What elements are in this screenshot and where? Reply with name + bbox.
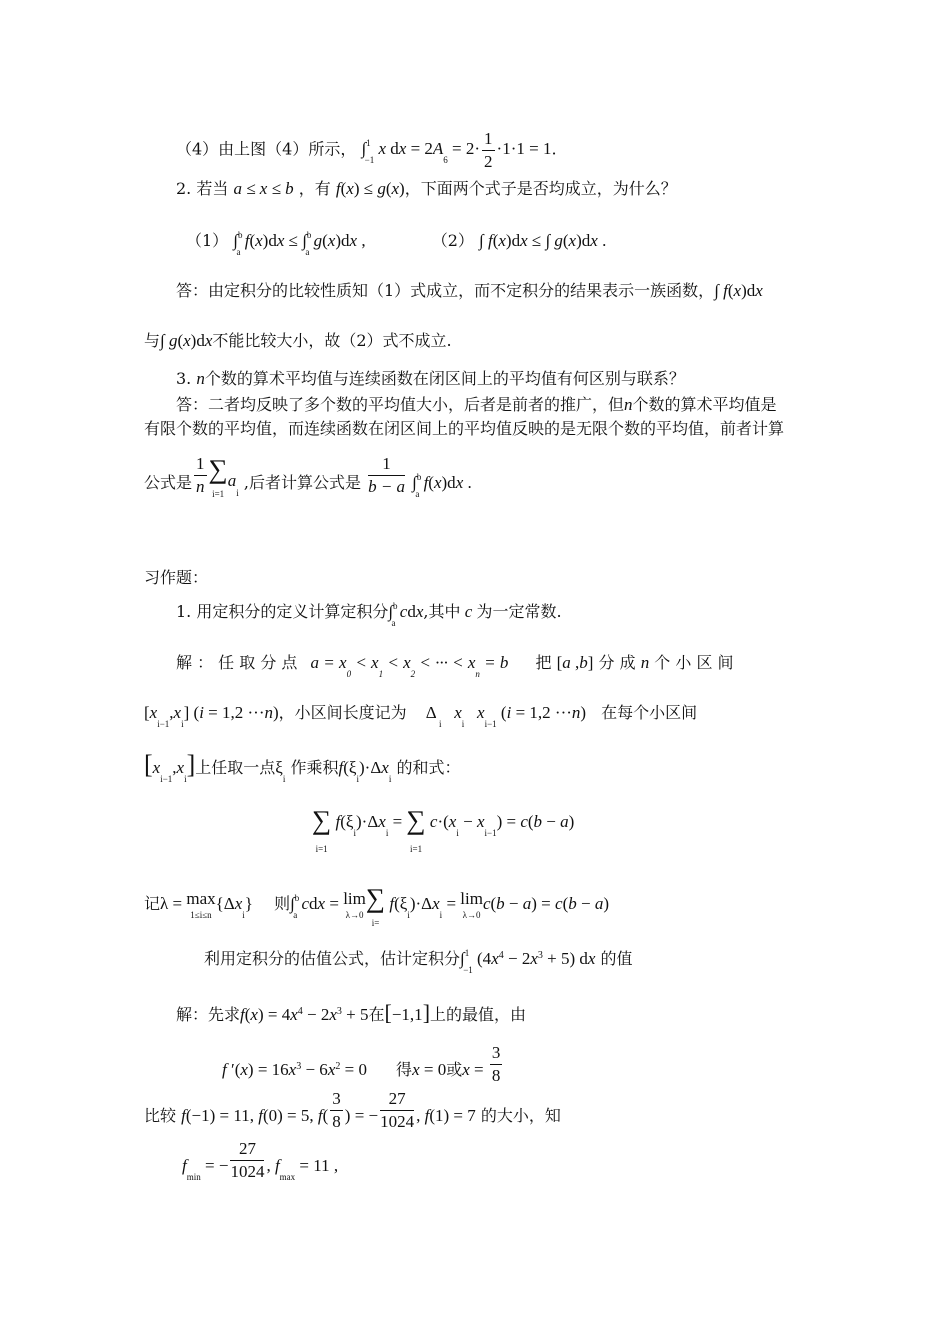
sol-a: 解 ： 任 取 分 点	[176, 653, 298, 672]
q3-answer-line2	[144, 421, 784, 437]
fraction-3-8-b: $\frac{3}{8}$	[332, 1089, 341, 1131]
q2-item2-label: （2）	[431, 231, 474, 250]
part4-label: （4）由上图（4）所示，	[176, 139, 357, 159]
q2-inequality: f(x) ≤ g(x)	[335, 179, 405, 198]
interval-ab: [a ,b]	[556, 653, 594, 672]
exercise1-line	[176, 601, 562, 628]
minmax-line	[182, 1138, 338, 1183]
q2-line	[176, 180, 677, 197]
sol2-post: 上的最值，由	[430, 1005, 527, 1024]
product-term: $f(\xi_i)\cdot\Delta x_i$	[338, 758, 392, 784]
fraction-half: $\frac{1}{2}$	[484, 129, 493, 171]
q2-answer-post: 不能比较大小，故（2）式不成立.	[212, 331, 452, 350]
compare-post: 的大小，知	[480, 1106, 561, 1125]
q2-condition: a ≤ x ≤ b	[233, 179, 294, 198]
sum-formula: ∑ i=1 $a_i$	[208, 454, 239, 500]
len-post: 在每个小区间	[601, 703, 698, 722]
fraction-27-1024-b: $\frac{27}{1024}$	[230, 1139, 265, 1181]
root-three-eighths: x =	[462, 1060, 488, 1079]
e2-integral: ∫$^1_{-1}$ $(4x^4 - 2x^3 + 5)$ dx	[460, 948, 596, 975]
e1-end: 为一定常数.	[476, 602, 562, 621]
q2-answer-text1: 答：由定积分的比较性质知（1）式成立，而不定积分的结果表示一族函数，	[176, 281, 715, 300]
q3-formula-pre: 公式是	[144, 473, 193, 492]
q2-items	[186, 230, 607, 257]
n-var: n	[640, 653, 650, 672]
sol-c: 分 成	[598, 653, 636, 672]
q3-ans1-post: 个数的算术平均值是	[632, 395, 777, 414]
q2-mid: ，有	[298, 179, 331, 198]
take-mid: 作乘积	[290, 758, 339, 777]
q3-n2: n	[624, 395, 633, 414]
note-mid: 则	[274, 893, 291, 913]
q2-answer-integral-g: ∫ g(x)dx	[160, 331, 213, 350]
q3-n: n	[196, 369, 205, 388]
subinterval-big: $[x_{i-1},x_i]$	[144, 750, 196, 784]
derivative-eq: f $'(x) = 16x^3 - 6x^2 = 0$	[222, 1060, 367, 1079]
xi-var: $\xi_i$	[275, 758, 286, 784]
e1-pre: 1. 用定积分的定义计算定积分	[176, 602, 389, 621]
q2-item1-label: （1）	[186, 231, 229, 250]
fraction-27-1024: $\frac{27}{1024}$	[380, 1089, 415, 1131]
q3-title	[176, 370, 685, 387]
root-zero: x = 0	[412, 1060, 447, 1079]
sol-d: 个 小 区 间	[654, 653, 734, 672]
q3-answer-line1	[176, 396, 777, 413]
function-def: $f(x) = 4x^4 - 2x^3 + 5$	[240, 1005, 369, 1024]
compare-line: 比较 f(−1) = 11, f(0) = 5, f( $\frac{3}{8}$ ) = − $\frac{27}{1024}$ , f(1) = 7 的大小，知	[144, 1089, 561, 1131]
f-max: , $f_{max} = 11$ ,	[266, 1156, 339, 1182]
part4-end: .	[551, 139, 557, 159]
len-pre: ，小区间长度记为	[278, 703, 407, 722]
e2-pre: 利用定积分的估值公式，估计定积分	[204, 949, 461, 968]
take-post: 的和式：	[396, 758, 461, 777]
q3-ans2: 有限个数的平均值，而连续函数在闭区间上的平均值反映的是无限个数的平均值，前者计算	[144, 419, 785, 438]
q2-answer-pre: 与	[144, 331, 161, 350]
q2-answer-line1	[176, 282, 763, 299]
q3-number: 3.	[176, 369, 192, 388]
compare-pre: 比较	[144, 1106, 177, 1125]
f-min: $f_{min}$ = −	[182, 1156, 229, 1182]
q3-ans1-pre: 答：二者均反映了多个数的平均值大小，后者是前者的推广，但	[176, 395, 625, 414]
e1-post: ,其中	[423, 602, 461, 621]
fraction-1-over-b-minus-a: $\frac{1}{b - a}$	[368, 454, 406, 496]
e1-c: c	[460, 602, 477, 621]
q2-suffix: ，下面两个式子是否均成立，为什么？	[404, 179, 677, 198]
part4-formula: ∫$^1_{-1}$ x dx = $2A_6 = 2\cdot$ $\frac{1}{2}$ ·1·1 = 1	[361, 129, 552, 171]
partition-points: $a = x_0 < x_1 < x_2$ < ··· < $x_n = b$	[310, 653, 509, 679]
e1-integral: ∫$^b_a$ cdx	[388, 601, 424, 628]
q2-item1-formula: ∫$^b_a$ f(x)dx ≤ ∫$^b_a$ g(x)dx ,	[233, 230, 366, 257]
sol2-pre: 解：先求	[176, 1005, 241, 1024]
e2-post: 的值	[600, 949, 633, 968]
deriv-or: 或	[446, 1060, 463, 1079]
limit-formula: ∫$^b_a$ cdx = lim λ→0 ∑ i= $f(\xi_i)\cdot\Delta x_i = \lim$ λ→0 c(b − a) = c(b − a)	[290, 883, 609, 928]
part4-line	[176, 128, 557, 173]
interval-neg1-1: [−1,1]	[384, 1000, 431, 1025]
q2-prefix: 2. 若当	[176, 179, 229, 198]
derivative-line	[222, 1042, 504, 1087]
q3-formula-line	[144, 453, 472, 499]
delta-x: Δ $_i$ $x_i$ $x_{i-1}$ (i = 1,2 ···n)	[425, 703, 587, 729]
compare-values: f(−1) = 11, f(0) = 5, f(	[181, 1106, 329, 1125]
deriv-mid: 得	[396, 1060, 413, 1079]
q2-answer-integral-f: ∫ f(x)dx	[714, 281, 763, 300]
subinterval: $[x_{i-1},x_i] (i = 1,2 \cdot\cdot\cdot n)$	[144, 703, 279, 729]
riemann-sum-display: ∑ i=1 $f(\xi_i)\cdot\Delta x_i$ = ∑ i=1 $c\cdot(x_i - x_{i-1}) = c(b - a)$	[312, 805, 575, 854]
fraction-1-over-n: $\frac{1}{n}$	[196, 454, 205, 496]
q3-title-text: 个数的算术平均值与连续函数在闭区间上的平均值有何区别与联系？	[204, 369, 685, 388]
q3-avg-integral: ∫$^b_a$ f(x)dx .	[412, 472, 472, 499]
sol-b: 把	[535, 653, 552, 672]
q2-item2-formula: ∫ f(x)dx ≤ ∫ g(x)dx .	[479, 231, 607, 250]
sol2-mid: 在	[368, 1005, 385, 1024]
q3-formula-mid: ,后者计算公式是	[243, 473, 361, 492]
exercise-heading	[144, 570, 208, 586]
take-pre: 上任取一点	[195, 758, 276, 777]
exercise2-line	[204, 948, 633, 975]
lambda-def: λ = max 1≤i≤n $\{\Delta x_i\}$	[160, 889, 253, 920]
note-pre: 记	[144, 893, 161, 913]
q2-answer-line2	[144, 332, 452, 349]
fraction-3-8: $\frac{3}{8}$	[491, 1043, 501, 1085]
exercise-heading-text: 习作题：	[144, 568, 209, 587]
solution1-line3	[144, 750, 461, 784]
solution2-line1	[176, 1002, 526, 1024]
limit-line	[144, 882, 609, 928]
solution1-line1	[176, 653, 734, 679]
solution1-line2	[144, 703, 698, 729]
